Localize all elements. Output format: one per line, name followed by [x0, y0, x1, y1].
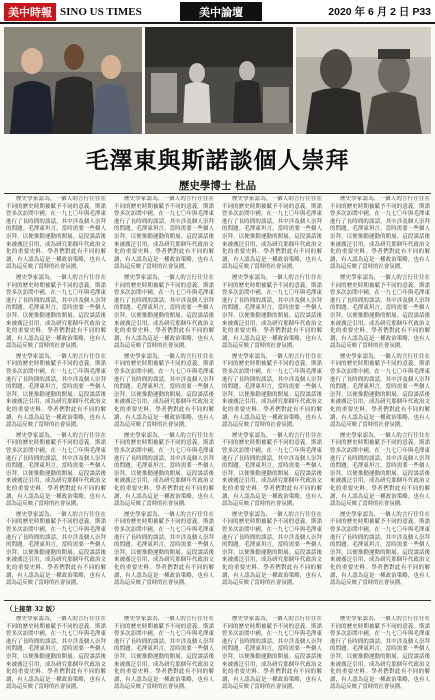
continuation-note: （上接第 32 版） — [6, 605, 59, 613]
brand-chinese-name: 美中時報 — [4, 3, 56, 21]
body-paragraph: 歷史學家認為，一個人的言行往往在不同的歷史時期被賦予不同的意義。斯諾曾多次訪問中國，在一九七〇年與毛澤東進行了長時間的談話，其中涉及個人崇拜的問題。毛澤東坦言，當時需要一些個人崇拜，以便推動運動的開展。這段談話後來被廣泛引用，成為研究那個年代政治文化的重要史料。學者們對此有不同的解讀，有人認為這是一種政治策略，也有人認為這反映了當時的社會氛圍。 — [222, 196, 322, 271]
text-column — [330, 616, 430, 696]
body-paragraph: 歷史學家認為，一個人的言行往往在不同的歷史時期被賦予不同的意義。斯諾曾多次訪問中國，在一九七〇年與毛澤東進行了長時間的談話，其中涉及個人崇拜的問題。毛澤東坦言，當時需要一些個人崇拜，以便推動運動的開展。這段談話後來被廣泛引用，成為研究那個年代政治文化的重要史料。學者們對此有不同的解讀，有人認為這是一種政治策略，也有人認為這反映了當時的社會氛圍。 — [6, 353, 106, 429]
divider — [4, 600, 431, 601]
text-column — [330, 196, 430, 596]
body-paragraph: 歷史學家認為，一個人的言行往往在不同的歷史時期被賦予不同的意義。斯諾曾多次訪問中國，在一九七〇年與毛澤東進行了長時間的談話，其中涉及個人崇拜的問題。毛澤東坦言，當時需要一些個人崇拜，以便推動運動的開展。這段談話後來被廣泛引用，成為研究那個年代政治文化的重要史料。學者們對此有不同的解讀，有人認為這是一種政治策略，也有人認為這反映了當時的社會氛圍。 — [6, 432, 106, 508]
body-paragraph: 歷史學家認為，一個人的言行往往在不同的歷史時期被賦予不同的意義。斯諾曾多次訪問中國，在一九七〇年與毛澤東進行了長時間的談話，其中涉及個人崇拜的問題。毛澤東坦言，當時需要一些個人崇拜，以便推動運動的開展。這段談話後來被廣泛引用，成為研究那個年代政治文化的重要史料。學者們對此有不同的解讀，有人認為這是一種政治策略，也有人認為這反映了當時的社會氛圍。 — [222, 432, 322, 508]
body-paragraph: 歷史學家認為，一個人的言行往往在不同的歷史時期被賦予不同的意義。斯諾曾多次訪問中國，在一九七〇年與毛澤東進行了長時間的談話，其中涉及個人崇拜的問題。毛澤東坦言，當時需要一些個人崇拜，以便推動運動的開展。這段談話後來被廣泛引用，成為研究那個年代政治文化的重要史料。學者們對此有不同的解讀，有人認為這是一種政治策略，也有人認為這反映了當時的社會氛圍。 — [330, 353, 430, 429]
body-paragraph: 歷史學家認為，一個人的言行往往在不同的歷史時期被賦予不同的意義。斯諾曾多次訪問中國，在一九七〇年與毛澤東進行了長時間的談話，其中涉及個人崇拜的問題。毛澤東坦言，當時需要一些個人崇拜，以便推動運動的開展。這段談話後來被廣泛引用，成為研究那個年代政治文化的重要史料。學者們對此有不同的解讀，有人認為這是一種政治策略，也有人認為這反映了當時的社會氛圍。 — [114, 616, 214, 691]
text-column — [222, 616, 322, 696]
body-paragraph: 歷史學家認為，一個人的言行往往在不同的歷史時期被賦予不同的意義。斯諾曾多次訪問中國，在一九七〇年與毛澤東進行了長時間的談話，其中涉及個人崇拜的問題。毛澤東坦言，當時需要一些個人崇拜，以便推動運動的開展。這段談話後來被廣泛引用，成為研究那個年代政治文化的重要史料。學者們對此有不同的解讀，有人認為這是一種政治策略，也有人認為這反映了當時的社會氛圍。 — [6, 196, 106, 271]
body-paragraph: 歷史學家認為，一個人的言行往往在不同的歷史時期被賦予不同的意義。斯諾曾多次訪問中國，在一九七〇年與毛澤東進行了長時間的談話，其中涉及個人崇拜的問題。毛澤東坦言，當時需要一些個人崇拜，以便推動運動的開展。這段談話後來被廣泛引用，成為研究那個年代政治文化的重要史料。學者們對此有不同的解讀，有人認為這是一種政治策略，也有人認為這反映了當時的社會氛圍。 — [330, 616, 430, 691]
body-paragraph: 歷史學家認為，一個人的言行往往在不同的歷史時期被賦予不同的意義。斯諾曾多次訪問中國，在一九七〇年與毛澤東進行了長時間的談話，其中涉及個人崇拜的問題。毛澤東坦言，當時需要一些個人崇拜，以便推動運動的開展。這段談話後來被廣泛引用，成為研究那個年代政治文化的重要史料。學者們對此有不同的解讀，有人認為這是一種政治策略，也有人認為這反映了當時的社會氛圍。 — [6, 616, 106, 691]
brand-english-name: SINO US TIMES — [60, 5, 142, 18]
body-paragraph: 歷史學家認為，一個人的言行往往在不同的歷史時期被賦予不同的意義。斯諾曾多次訪問中國，在一九七〇年與毛澤東進行了長時間的談話，其中涉及個人崇拜的問題。毛澤東坦言，當時需要一些個人崇拜，以便推動運動的開展。這段談話後來被廣泛引用，成為研究那個年代政治文化的重要史料。學者們對此有不同的解讀，有人認為這是一種政治策略，也有人認為這反映了當時的社會氛圍。 — [222, 511, 322, 587]
photo-two-figures — [296, 27, 431, 134]
divider — [4, 193, 431, 194]
text-column — [222, 196, 322, 596]
body-paragraph: 歷史學家認為，一個人的言行往往在不同的歷史時期被賦予不同的意義。斯諾曾多次訪問中國，在一九七〇年與毛澤東進行了長時間的談話，其中涉及個人崇拜的問題。毛澤東坦言，當時需要一些個人崇拜，以便推動運動的開展。這段談話後來被廣泛引用，成為研究那個年代政治文化的重要史料。學者們對此有不同的解讀，有人認為這是一種政治策略，也有人認為這反映了當時的社會氛圍。 — [6, 511, 106, 587]
body-paragraph: 歷史學家認為，一個人的言行往往在不同的歷史時期被賦予不同的意義。斯諾曾多次訪問中國，在一九七〇年與毛澤東進行了長時間的談話，其中涉及個人崇拜的問題。毛澤東坦言，當時需要一些個人崇拜，以便推動運動的開展。這段談話後來被廣泛引用，成為研究那個年代政治文化的重要史料。學者們對此有不同的解讀，有人認為這是一種政治策略，也有人認為這反映了當時的社會氛圍。 — [114, 274, 214, 350]
body-paragraph: 歷史學家認為，一個人的言行往往在不同的歷史時期被賦予不同的意義。斯諾曾多次訪問中國，在一九七〇年與毛澤東進行了長時間的談話，其中涉及個人崇拜的問題。毛澤東坦言，當時需要一些個人崇拜，以便推動運動的開展。這段談話後來被廣泛引用，成為研究那個年代政治文化的重要史料。學者們對此有不同的解讀，有人認為這是一種政治策略，也有人認為這反映了當時的社會氛圍。 — [114, 432, 214, 508]
photo-meeting-room — [145, 27, 293, 134]
article-headline: 毛澤東與斯諾談個人崇拜 — [85, 148, 350, 174]
text-column — [6, 616, 106, 696]
text-column — [6, 196, 106, 596]
text-column — [114, 196, 214, 596]
body-paragraph: 歷史學家認為，一個人的言行往往在不同的歷史時期被賦予不同的意義。斯諾曾多次訪問中國，在一九七〇年與毛澤東進行了長時間的談話，其中涉及個人崇拜的問題。毛澤東坦言，當時需要一些個人崇拜，以便推動運動的開展。這段談話後來被廣泛引用，成為研究那個年代政治文化的重要史料。學者們對此有不同的解讀，有人認為這是一種政治策略，也有人認為這反映了當時的社會氛圍。 — [330, 274, 430, 350]
article-body — [6, 196, 430, 596]
body-paragraph: 歷史學家認為，一個人的言行往往在不同的歷史時期被賦予不同的意義。斯諾曾多次訪問中國，在一九七〇年與毛澤東進行了長時間的談話，其中涉及個人崇拜的問題。毛澤東坦言，當時需要一些個人崇拜，以便推動運動的開展。這段談話後來被廣泛引用，成為研究那個年代政治文化的重要史料。學者們對此有不同的解讀，有人認為這是一種政治策略，也有人認為這反映了當時的社會氛圍。 — [114, 353, 214, 429]
body-paragraph: 歷史學家認為，一個人的言行往往在不同的歷史時期被賦予不同的意義。斯諾曾多次訪問中國，在一九七〇年與毛澤東進行了長時間的談話，其中涉及個人崇拜的問題。毛澤東坦言，當時需要一些個人崇拜，以便推動運動的開展。這段談話後來被廣泛引用，成為研究那個年代政治文化的重要史料。學者們對此有不同的解讀，有人認為這是一種政治策略，也有人認為這反映了當時的社會氛圍。 — [222, 274, 322, 350]
body-paragraph: 歷史學家認為，一個人的言行往往在不同的歷史時期被賦予不同的意義。斯諾曾多次訪問中國，在一九七〇年與毛澤東進行了長時間的談話，其中涉及個人崇拜的問題。毛澤東坦言，當時需要一些個人崇拜，以便推動運動的開展。這段談話後來被廣泛引用，成為研究那個年代政治文化的重要史料。學者們對此有不同的解讀，有人認為這是一種政治策略，也有人認為這反映了當時的社會氛圍。 — [330, 432, 430, 508]
dateline — [328, 4, 431, 19]
continued-article — [6, 616, 430, 696]
page-number: P33 — [412, 6, 431, 18]
body-paragraph: 歷史學家認為，一個人的言行往往在不同的歷史時期被賦予不同的意義。斯諾曾多次訪問中國，在一九七〇年與毛澤東進行了長時間的談話，其中涉及個人崇拜的問題。毛澤東坦言，當時需要一些個人崇拜，以便推動運動的開展。這段談話後來被廣泛引用，成為研究那個年代政治文化的重要史料。學者們對此有不同的解讀，有人認為這是一種政治策略，也有人認為這反映了當時的社會氛圍。 — [222, 353, 322, 429]
body-paragraph: 歷史學家認為，一個人的言行往往在不同的歷史時期被賦予不同的意義。斯諾曾多次訪問中國，在一九七〇年與毛澤東進行了長時間的談話，其中涉及個人崇拜的問題。毛澤東坦言，當時需要一些個人崇拜，以便推動運動的開展。這段談話後來被廣泛引用，成為研究那個年代政治文化的重要史料。學者們對此有不同的解讀，有人認為這是一種政治策略，也有人認為這反映了當時的社會氛圍。 — [114, 196, 214, 271]
body-paragraph: 歷史學家認為，一個人的言行往往在不同的歷史時期被賦予不同的意義。斯諾曾多次訪問中國，在一九七〇年與毛澤東進行了長時間的談話，其中涉及個人崇拜的問題。毛澤東坦言，當時需要一些個人崇拜，以便推動運動的開展。這段談話後來被廣泛引用，成為研究那個年代政治文化的重要史料。學者們對此有不同的解讀，有人認為這是一種政治策略，也有人認為這反映了當時的社會氛圍。 — [114, 511, 214, 587]
section-label: 美中論壇 — [180, 2, 262, 21]
masthead — [0, 0, 435, 24]
text-column — [114, 616, 214, 696]
body-paragraph: 歷史學家認為，一個人的言行往往在不同的歷史時期被賦予不同的意義。斯諾曾多次訪問中國，在一九七〇年與毛澤東進行了長時間的談話，其中涉及個人崇拜的問題。毛澤東坦言，當時需要一些個人崇拜，以便推動運動的開展。這段談話後來被廣泛引用，成為研究那個年代政治文化的重要史料。學者們對此有不同的解讀，有人認為這是一種政治策略，也有人認為這反映了當時的社會氛圍。 — [222, 616, 322, 691]
photo-group-color — [4, 27, 142, 134]
article-byline: 歷史學博士 杜品 — [178, 180, 257, 192]
newspaper-brand — [4, 3, 142, 20]
body-paragraph: 歷史學家認為，一個人的言行往往在不同的歷史時期被賦予不同的意義。斯諾曾多次訪問中國，在一九七〇年與毛澤東進行了長時間的談話，其中涉及個人崇拜的問題。毛澤東坦言，當時需要一些個人崇拜，以便推動運動的開展。這段談話後來被廣泛引用，成為研究那個年代政治文化的重要史料。學者們對此有不同的解讀，有人認為這是一種政治策略，也有人認為這反映了當時的社會氛圍。 — [330, 511, 430, 587]
body-paragraph: 歷史學家認為，一個人的言行往往在不同的歷史時期被賦予不同的意義。斯諾曾多次訪問中國，在一九七〇年與毛澤東進行了長時間的談話，其中涉及個人崇拜的問題。毛澤東坦言，當時需要一些個人崇拜，以便推動運動的開展。這段談話後來被廣泛引用，成為研究那個年代政治文化的重要史料。學者們對此有不同的解讀，有人認為這是一種政治策略，也有人認為這反映了當時的社會氛圍。 — [6, 274, 106, 350]
issue-date: 2020 年 6 月 2 日 — [328, 6, 410, 18]
photo-strip — [4, 27, 431, 134]
body-paragraph: 歷史學家認為，一個人的言行往往在不同的歷史時期被賦予不同的意義。斯諾曾多次訪問中國，在一九七〇年與毛澤東進行了長時間的談話，其中涉及個人崇拜的問題。毛澤東坦言，當時需要一些個人崇拜，以便推動運動的開展。這段談話後來被廣泛引用，成為研究那個年代政治文化的重要史料。學者們對此有不同的解讀，有人認為這是一種政治策略，也有人認為這反映了當時的社會氛圍。 — [330, 196, 430, 271]
